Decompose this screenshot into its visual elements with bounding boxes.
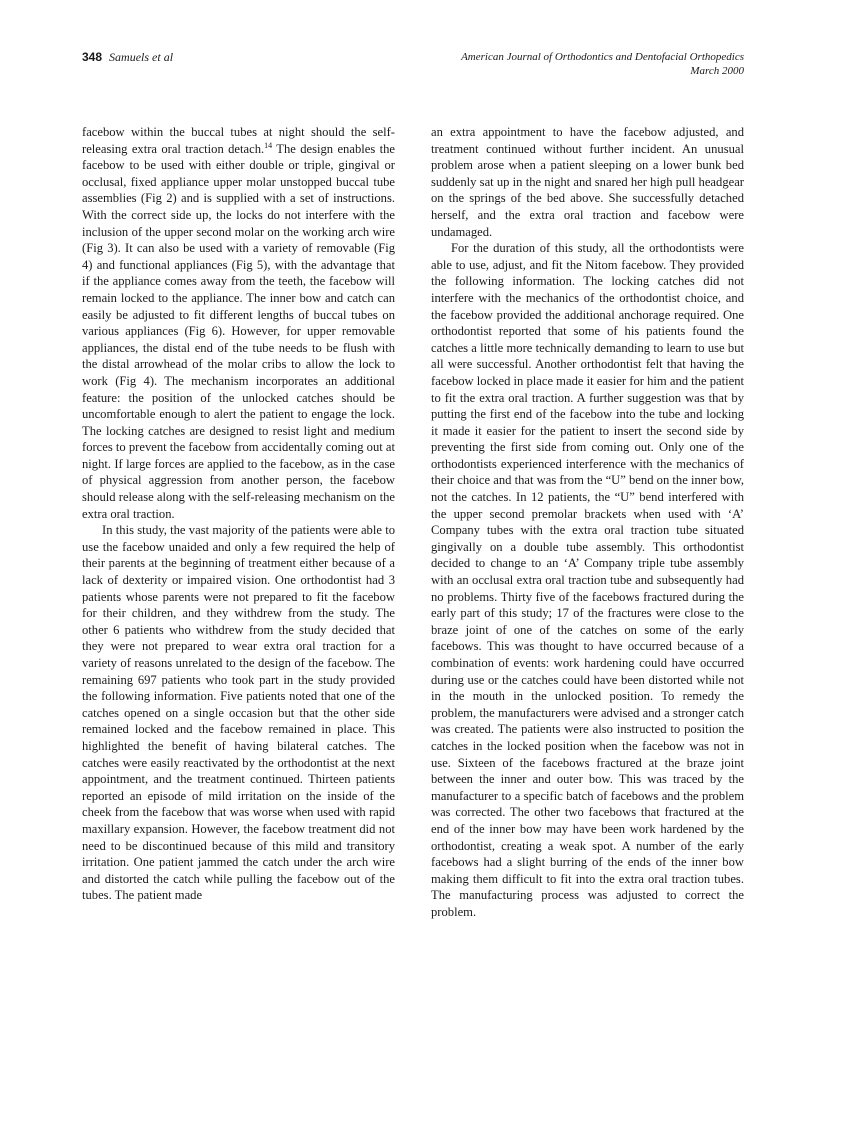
journal-title: American Journal of Orthodontics and Dentofacial Orthopedics (461, 51, 744, 63)
paragraph: For the duration of this study, all the orthodontists were able to use, adjust, and fit the Nitom facebow. They provided the following information. The locking catches did not interfere with the mechanics of the orthodontist choice, and the facebow provided the additional anchorage required. One orthodontist reported that some of his patients found the catches a little more technically demanding to learn to use but all were successful. Another orthodontist felt that having the facebow locked in place made it easier for him and the patient to fit the extra oral traction. A further suggestion was that by putting the first end of the facebow into the tube and locking it made it easier for the patient to insert the second side by preventing the first side from coming out. Only one of the orthodontists experienced interference with the mechanics of their choice and that was from the “U” bend on the inner bow, not the catches. In 12 patients, the “U” bend interfered with the upper second premolar brackets when used with ‘A’ Company tubes with the extra oral traction tube situated gingivally on a double tube assembly. This orthodontist decided to change to an ‘A’ Company triple tube assembly with an occlusal extra oral traction tube and subsequently had no problems. Thirty five of the facebows fractured during the early part of this study; 17 of the fractures were close to the braze joint of one of the catches on some of the early facebows. This was thought to have occurred because of a combination of events: work hardening could have occurred during use or the catches could have been distorted while not in the mouth in the unlocked position. To remedy the problem, the manufacturers were advised and a stronger catch was created. The patients were also instructed to position the catches in the locked position when the facebow was not in use. Sixteen of the facebows fractured at the braze joint between the inner and outer bow. This was traced by the manufacturer to a specific batch of facebows and the problem was corrected. The other two facebows that fractured at the end of the inner bow may have been work hardened by the orthodontist, creating a weak spot. A number of the early facebows had a slight burring of the ends of the inner bow making them difficult to fit into the extra oral traction tubes. The manufacturing process was adjusted to correct the problem. (431, 241, 744, 919)
left-column (82, 124, 395, 904)
paragraph-text: The design enables the facebow to be used with either double or triple, gingival or occlusal, fixed appliance upper molar unstopped buccal tube assemblies (Fig 2) and is supplied with a set of instructions. With the correct side up, the locks do not interfere with the inclusion of the upper second molar on the working arch wire (Fig 3). It can also be used with a variety of removable (Fig 4) and functional appliances (Fig 5), with the advantage that if the appliance comes away from the teeth, the facebow will remain locked to the appliance. The inner bow and catch can easily be adjusted to fit different lengths of buccal tubes on various appliances (Fig 6). However, for upper removable appliances, the distal end of the tube needs to be flush with the distal arrowhead of the molar cribs to allow the lock to work (Fig 4). The mechanism incorporates an additional feature: the position of the unlocked catches should be uncomfortable enough to alert the patient to engage the lock. The locking catches are designed to resist light and medium forces to prevent the facebow from accidentally coming out at night. If large forces are applied to the facebow, as in the case of physical aggression from another person, the facebow should release along with the self-releasing mechanism on the extra oral traction. (82, 141, 395, 521)
paragraph (82, 124, 395, 522)
right-column (431, 124, 744, 921)
header-right (461, 50, 744, 78)
paragraph-text: facebow within the buccal tubes at night should the self-releasing extra oral traction detach. (82, 125, 395, 156)
paragraph: an extra appointment to have the facebow adjusted, and treatment continued without further incident. An unusual problem arose when a patient sleeping on a lower bunk bed suddenly sat up in the night and snared her high pull headgear on the springs of the bed above. She successfully detached herself, and the extra oral traction and facebow were undamaged. (431, 125, 744, 239)
page-number: 348 (82, 50, 103, 64)
running-author: Samuels et al (109, 50, 174, 64)
reference-superscript: 14 (264, 140, 273, 150)
paragraph: In this study, the vast majority of the patients were able to use the facebow unaided and only a few required the help of their parents at the beginning of treatment either because of a lack of dexterity or impaired vision. One orthodontist had 3 patients whose parents were not prepared to fit the facebow for their children, and they withdrew from the study. The other 6 patients who withdrew from the study decided that they were not prepared to wear extra oral traction for a variety of reasons unrelated to the design of the facebow. The remaining 697 patients who took part in the study provided the following information. Five patients noted that one of the catches opened on a single occasion but that the other side remained locked and the facebow remained in place. This highlighted the benefit of having bilateral catches. The catches were easily reactivated by the orthodontist at the next appointment, and the treatment continued. Thirteen patients reported an episode of mild irritation on the inside of the cheek from the facebow that was worse when used with rapid maxillary expansion. However, the facebow treatment did not need to be discontinued because of this mild and transitory irritation. One patient jammed the catch under the arch wire and distorted the catch while pulling the facebow out of the tubes. The patient made (82, 523, 395, 903)
issue-date: March 2000 (690, 65, 744, 77)
page-header (82, 50, 744, 90)
header-left (82, 50, 173, 64)
